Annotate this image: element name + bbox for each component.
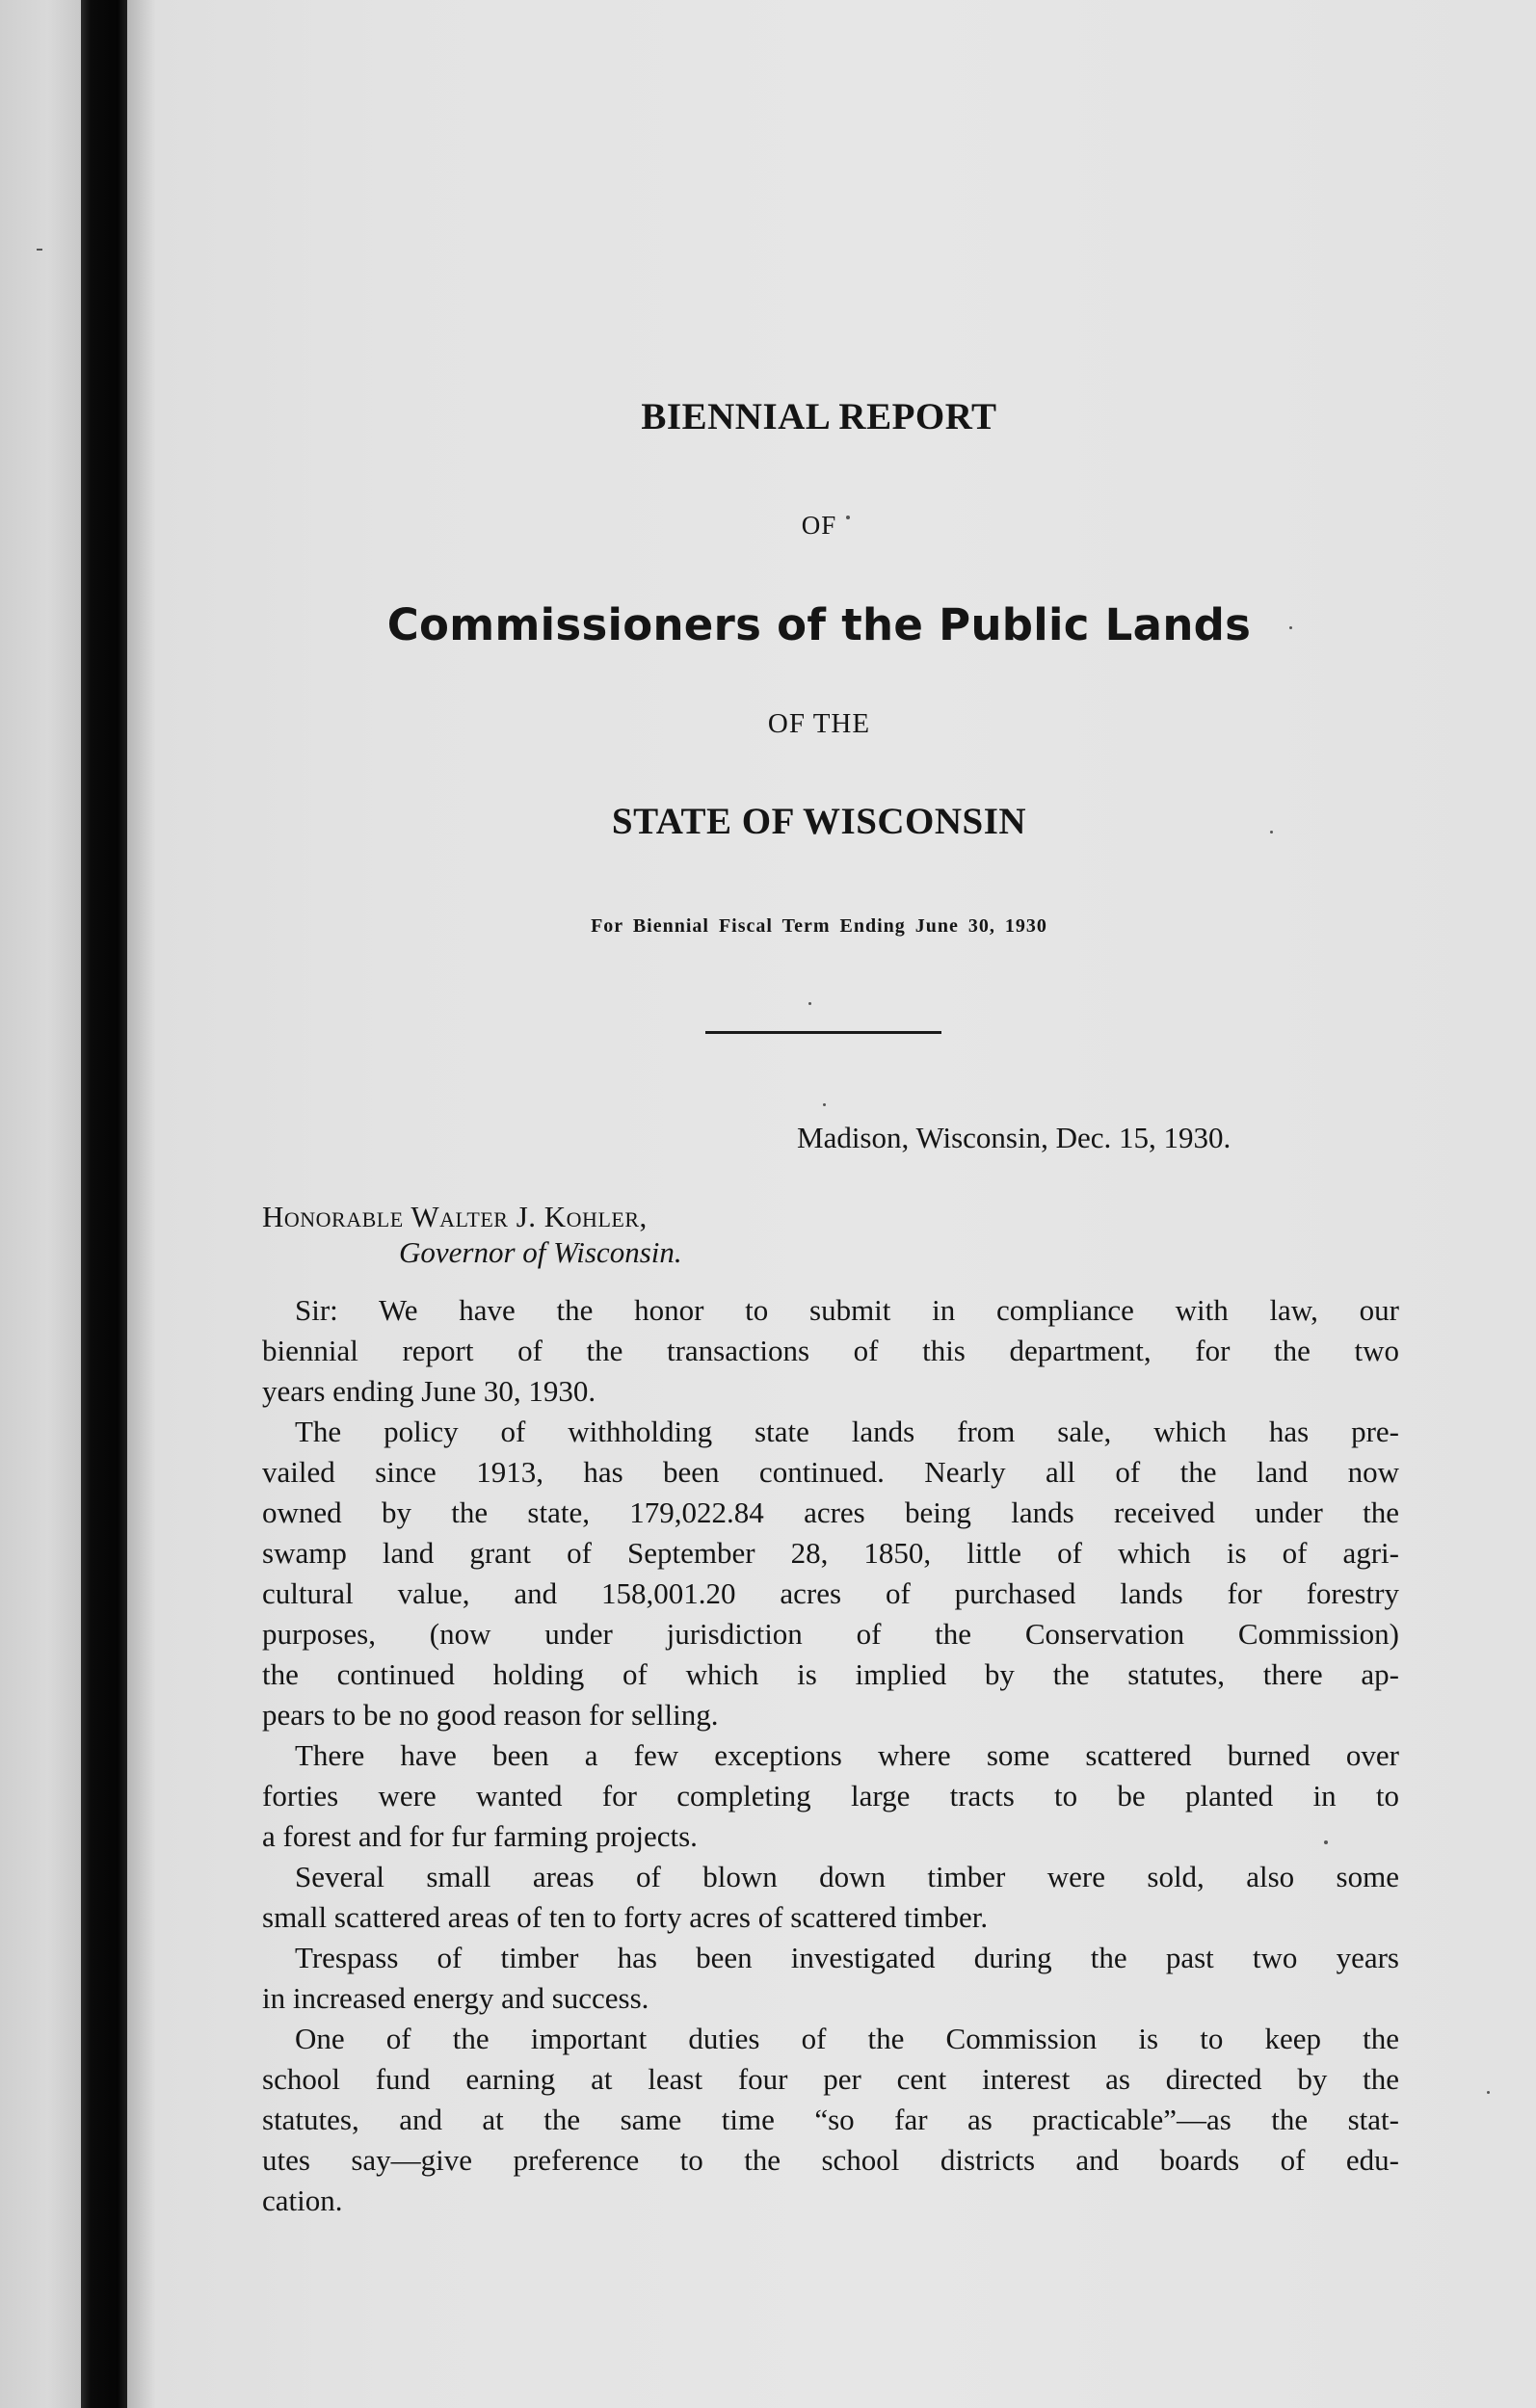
text-line: vailed since 1913, has been continued. Nearly all of the land now xyxy=(262,1455,1399,1489)
addressee: Honorable Walter J. Kohler, xyxy=(262,1200,648,1233)
title-of: OF xyxy=(801,511,837,540)
title-of-the: OF THE xyxy=(767,708,871,739)
text-line: years ending June 30, 1930. xyxy=(262,1374,596,1408)
text-line: statutes, and at the same time “so far as practicable”—as the stat- xyxy=(262,2103,1399,2136)
speck xyxy=(823,1103,826,1106)
text-line: purposes, (now under jurisdiction of the Conservation Commission) xyxy=(262,1617,1399,1651)
text-line: cation. xyxy=(262,2183,343,2217)
text-line: One of the important duties of the Commission is to keep the xyxy=(295,2022,1399,2055)
dateline: Madison, Wisconsin, Dec. 15, 1930. xyxy=(797,1121,1231,1154)
letter-body xyxy=(262,1290,1399,2221)
text-line: small scattered areas of ten to forty acres of scattered timber. xyxy=(262,1900,989,1934)
text-line: cultural value, and 158,001.20 acres of purchased lands for forestry xyxy=(262,1576,1399,1610)
text-line: owned by the state, 179,022.84 acres being lands received under the xyxy=(262,1495,1399,1529)
spine-shadow xyxy=(127,0,156,2408)
text-line: school fund earning at least four per cent interest as directed by the xyxy=(262,2062,1399,2096)
divider-rule xyxy=(705,1031,941,1034)
text-line: There have been a few exceptions where some scattered burned over xyxy=(295,1738,1399,1772)
commission-title: Commissioners of the Public Lands xyxy=(386,599,1252,650)
text-line: The policy of withholding state lands from sale, which has pre- xyxy=(295,1415,1399,1448)
text-line: Trespass of timber has been investigated during the past two years xyxy=(295,1941,1399,1974)
speck xyxy=(1487,2091,1490,2094)
text-line: Sir: We have the honor to submit in compliance with law, our xyxy=(295,1293,1399,1327)
speck xyxy=(37,249,42,251)
speck xyxy=(808,1002,811,1005)
text-line: the continued holding of which is implied by the statutes, there ap- xyxy=(262,1657,1399,1691)
text-line: biennial report of the transactions of this department, for the two xyxy=(262,1334,1399,1367)
text-line: a forest and for fur farming projects. xyxy=(262,1819,698,1853)
addressee-title: Governor of Wisconsin. xyxy=(399,1235,682,1269)
binding-spine xyxy=(81,0,127,2408)
report-title: BIENNIAL REPORT xyxy=(641,396,997,437)
text-line: pears to be no good reason for selling. xyxy=(262,1698,719,1732)
text-line: forties were wanted for completing large tracts to be planted in to xyxy=(262,1779,1399,1813)
text-line: in increased energy and success. xyxy=(262,1981,649,2015)
state-title: STATE OF WISCONSIN xyxy=(611,801,1027,842)
text-line: Several small areas of blown down timber were sold, also some xyxy=(295,1860,1399,1893)
text-line: swamp land grant of September 28, 1850, little of which is of agri- xyxy=(262,1536,1399,1570)
page-edge xyxy=(0,0,81,2408)
text-line: utes say—give preference to the school districts and boards of edu- xyxy=(262,2143,1399,2177)
fiscal-term: For Biennial Fiscal Term Ending June 30, 1930 xyxy=(591,915,1047,937)
